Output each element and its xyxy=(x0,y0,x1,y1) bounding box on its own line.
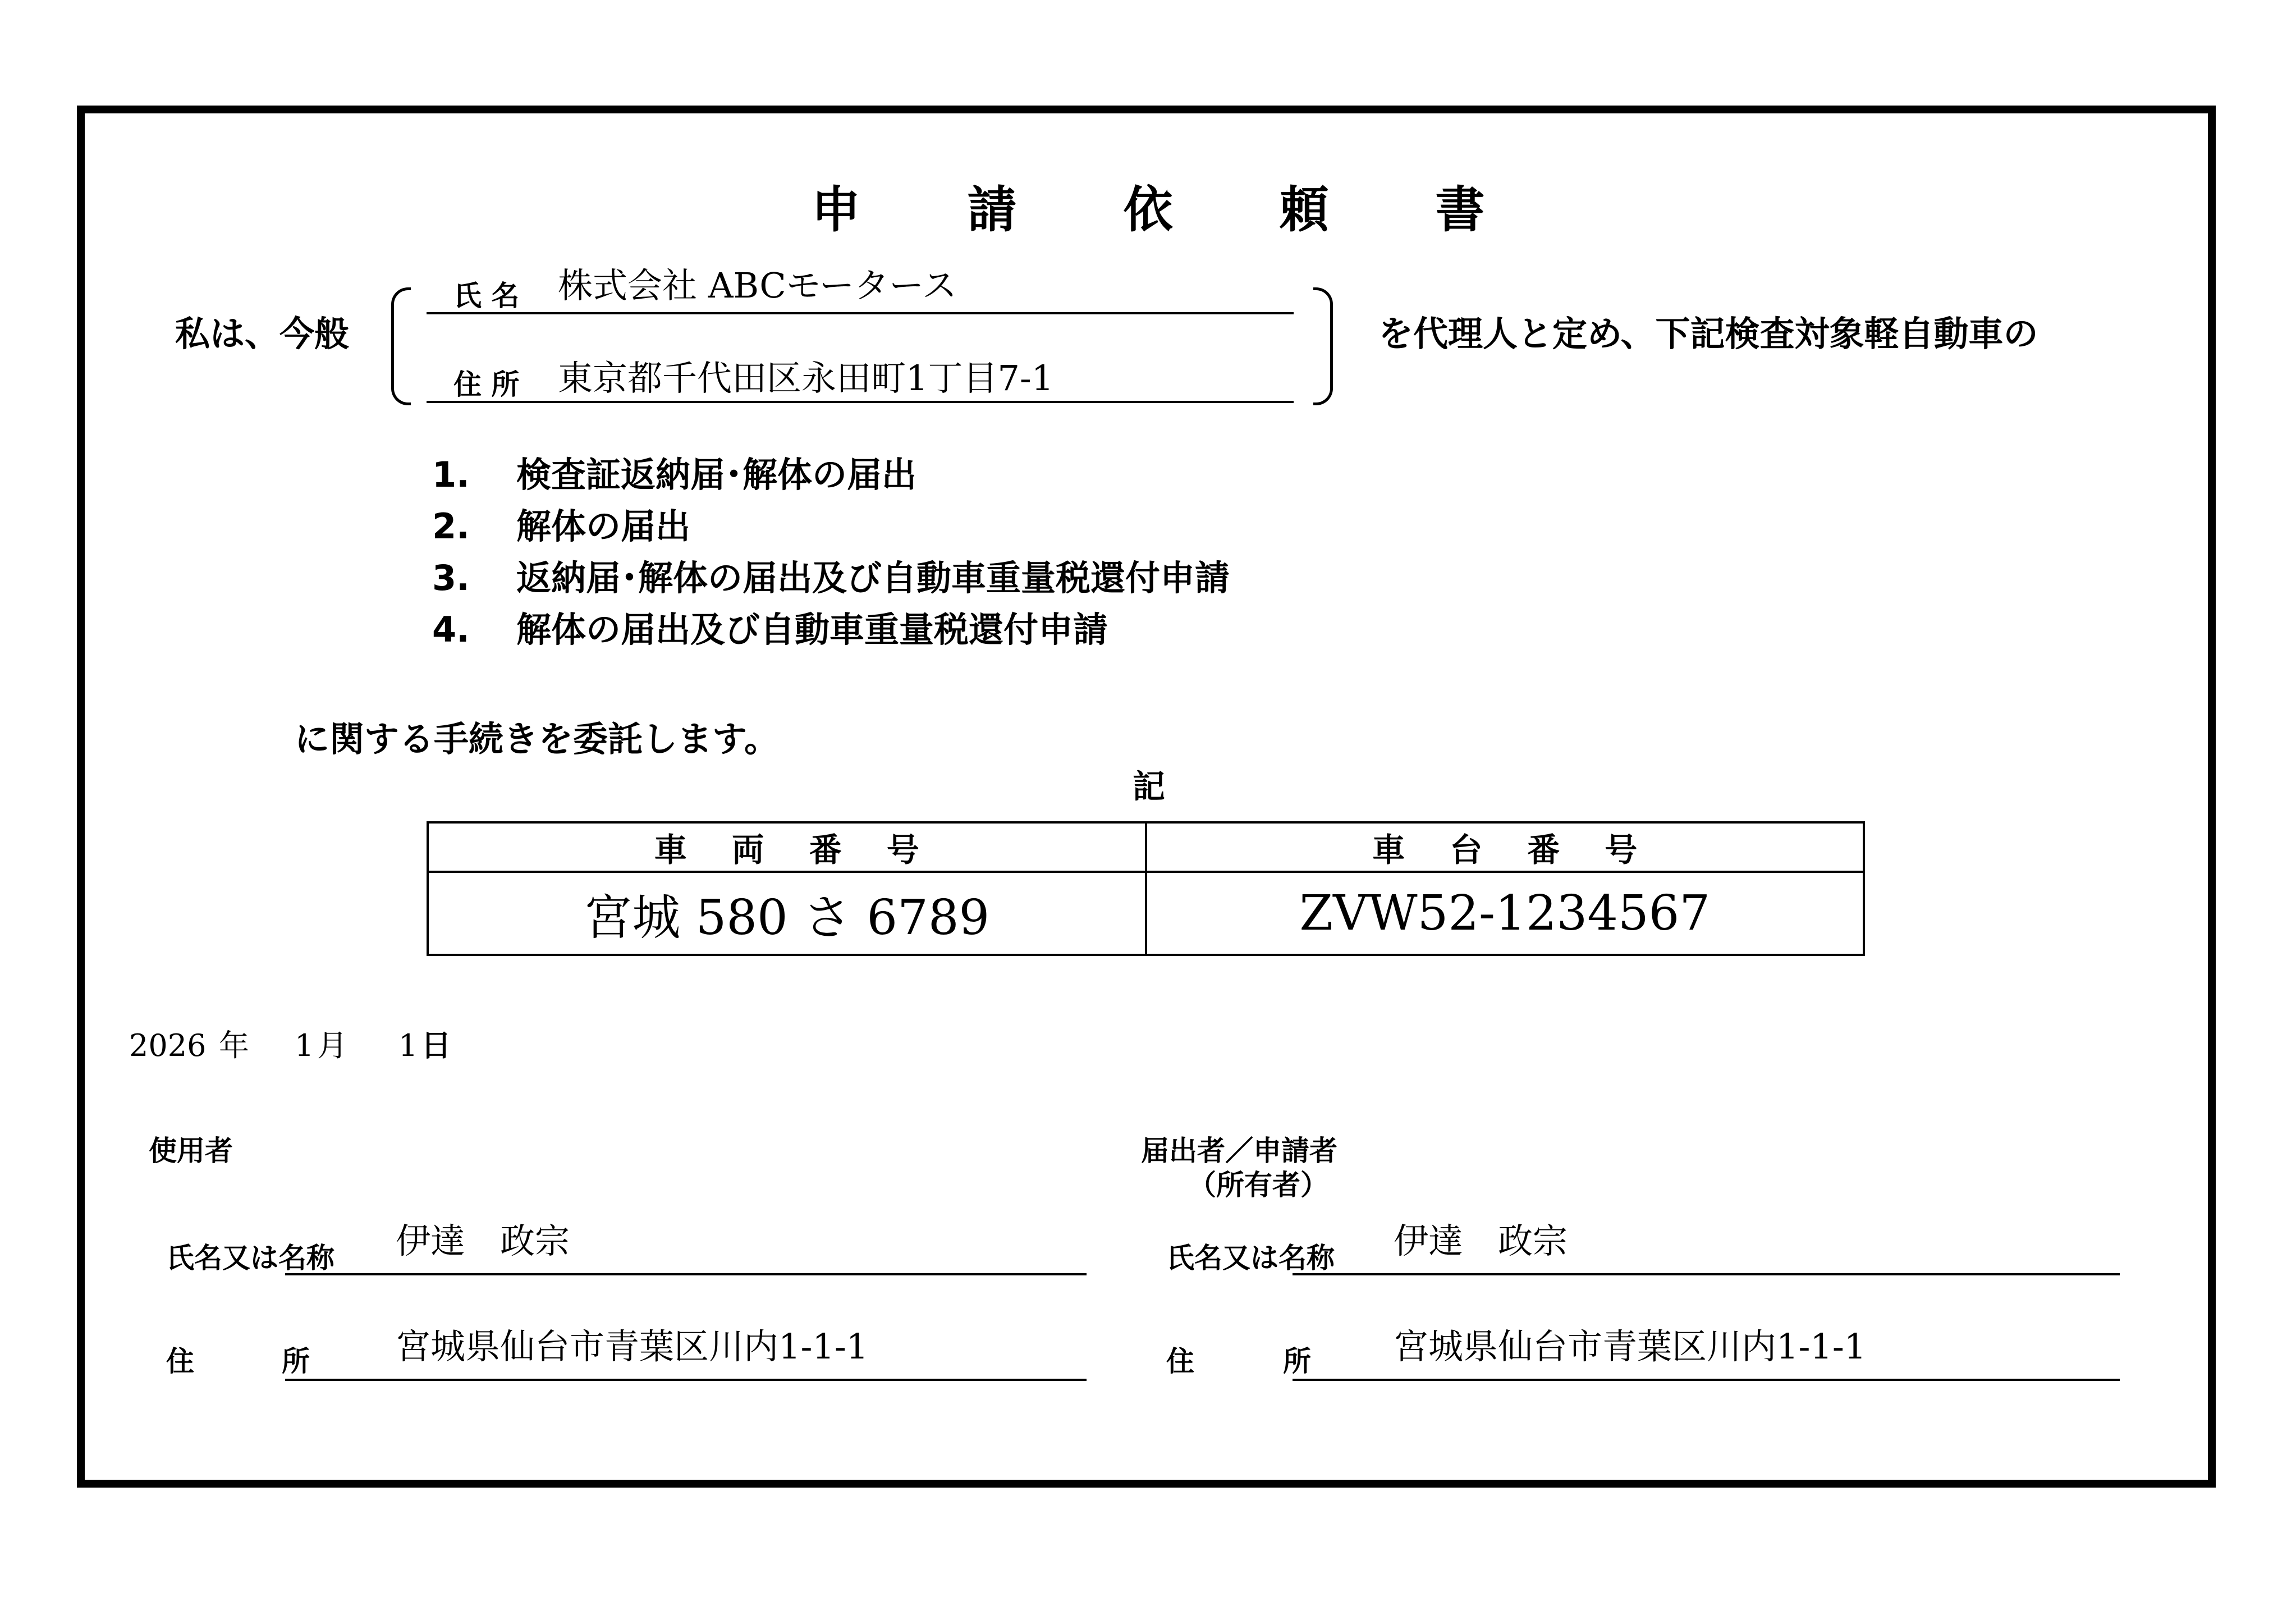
chassis-number-value: ZVW52-1234567 xyxy=(1146,872,1864,955)
date-year: 2026 xyxy=(129,1028,207,1063)
document-title: 申請依頼書 xyxy=(811,181,1592,239)
date-month-unit: 月 xyxy=(317,1028,347,1063)
user-name-value: 伊達 政宗 xyxy=(396,1220,570,1261)
right-bracket xyxy=(1313,287,1333,405)
agent-name-label: 氏 名 xyxy=(453,280,520,312)
agent-name-value: 株式会社 ABCモータース xyxy=(558,265,957,306)
list-item-text: 検査証返納届･解体の届出 xyxy=(516,454,917,495)
left-bracket xyxy=(391,287,411,405)
user-heading: 使用者 xyxy=(149,1134,233,1167)
date-day: 1 xyxy=(398,1028,418,1063)
date-day-unit: 日 xyxy=(421,1028,451,1063)
applicant-address-underline xyxy=(1293,1379,2120,1381)
intro-suffix: を代理人と定め、下記検査対象軽自動車の xyxy=(1378,313,2038,354)
vehicle-number-header: 車両番号 xyxy=(428,822,1146,872)
user-address-label-1: 住 xyxy=(166,1345,194,1378)
user-address-underline xyxy=(285,1379,1087,1381)
list-item-number: 4. xyxy=(432,609,470,650)
applicant-name-value: 伊達 政宗 xyxy=(1394,1220,1568,1261)
delegation-text: に関する手続きを委託します。 xyxy=(295,719,780,760)
table-row xyxy=(428,872,1864,955)
list-item-text: 解体の届出及び自動車重量税還付申請 xyxy=(516,609,1108,650)
list-item-number: 1. xyxy=(432,454,470,495)
table-header-row xyxy=(428,822,1864,872)
list-item xyxy=(432,449,1230,501)
chassis-number-header: 車台番号 xyxy=(1146,822,1864,872)
date-month: 1 xyxy=(295,1028,314,1063)
applicant-address-label-2: 所 xyxy=(1283,1345,1311,1378)
agent-address-label: 住 所 xyxy=(453,368,520,401)
applicant-address-label-1: 住 xyxy=(1166,1345,1194,1378)
intro-prefix: 私は、今般 xyxy=(175,313,350,354)
list-item xyxy=(432,552,1230,604)
applicant-heading: 届出者／申請者 xyxy=(1141,1134,1337,1167)
date-year-unit: 年 xyxy=(219,1028,249,1063)
list-item xyxy=(432,501,1230,552)
vehicle-table xyxy=(427,821,1865,956)
user-name-label: 氏名又は名称 xyxy=(166,1242,334,1274)
applicant-name-label: 氏名又は名称 xyxy=(1166,1242,1335,1274)
agent-name-underline xyxy=(427,312,1294,314)
list-item xyxy=(432,604,1230,656)
list-item-number: 3. xyxy=(432,557,470,598)
agent-address-underline xyxy=(427,401,1294,403)
applicant-address-value: 宮城県仙台市青葉区川内1-1-1 xyxy=(1394,1326,1867,1367)
user-address-value: 宮城県仙台市青葉区川内1-1-1 xyxy=(396,1326,869,1367)
list-item-number: 2. xyxy=(432,506,470,547)
user-name-underline xyxy=(285,1273,1087,1275)
user-address-label-2: 所 xyxy=(282,1345,310,1378)
list-item-text: 返納届･解体の届出及び自動車重量税還付申請 xyxy=(516,557,1230,598)
procedure-list xyxy=(432,449,1230,656)
agent-address-value: 東京都千代田区永田町1丁目7-1 xyxy=(558,358,1054,399)
applicant-name-underline xyxy=(1293,1273,2120,1275)
vehicle-number-value: 宮城 580 さ 6789 xyxy=(428,872,1146,955)
applicant-subheading: （所有者） xyxy=(1188,1169,1328,1201)
list-item-text: 解体の届出 xyxy=(516,506,691,547)
ki-heading: 記 xyxy=(1133,767,1166,806)
